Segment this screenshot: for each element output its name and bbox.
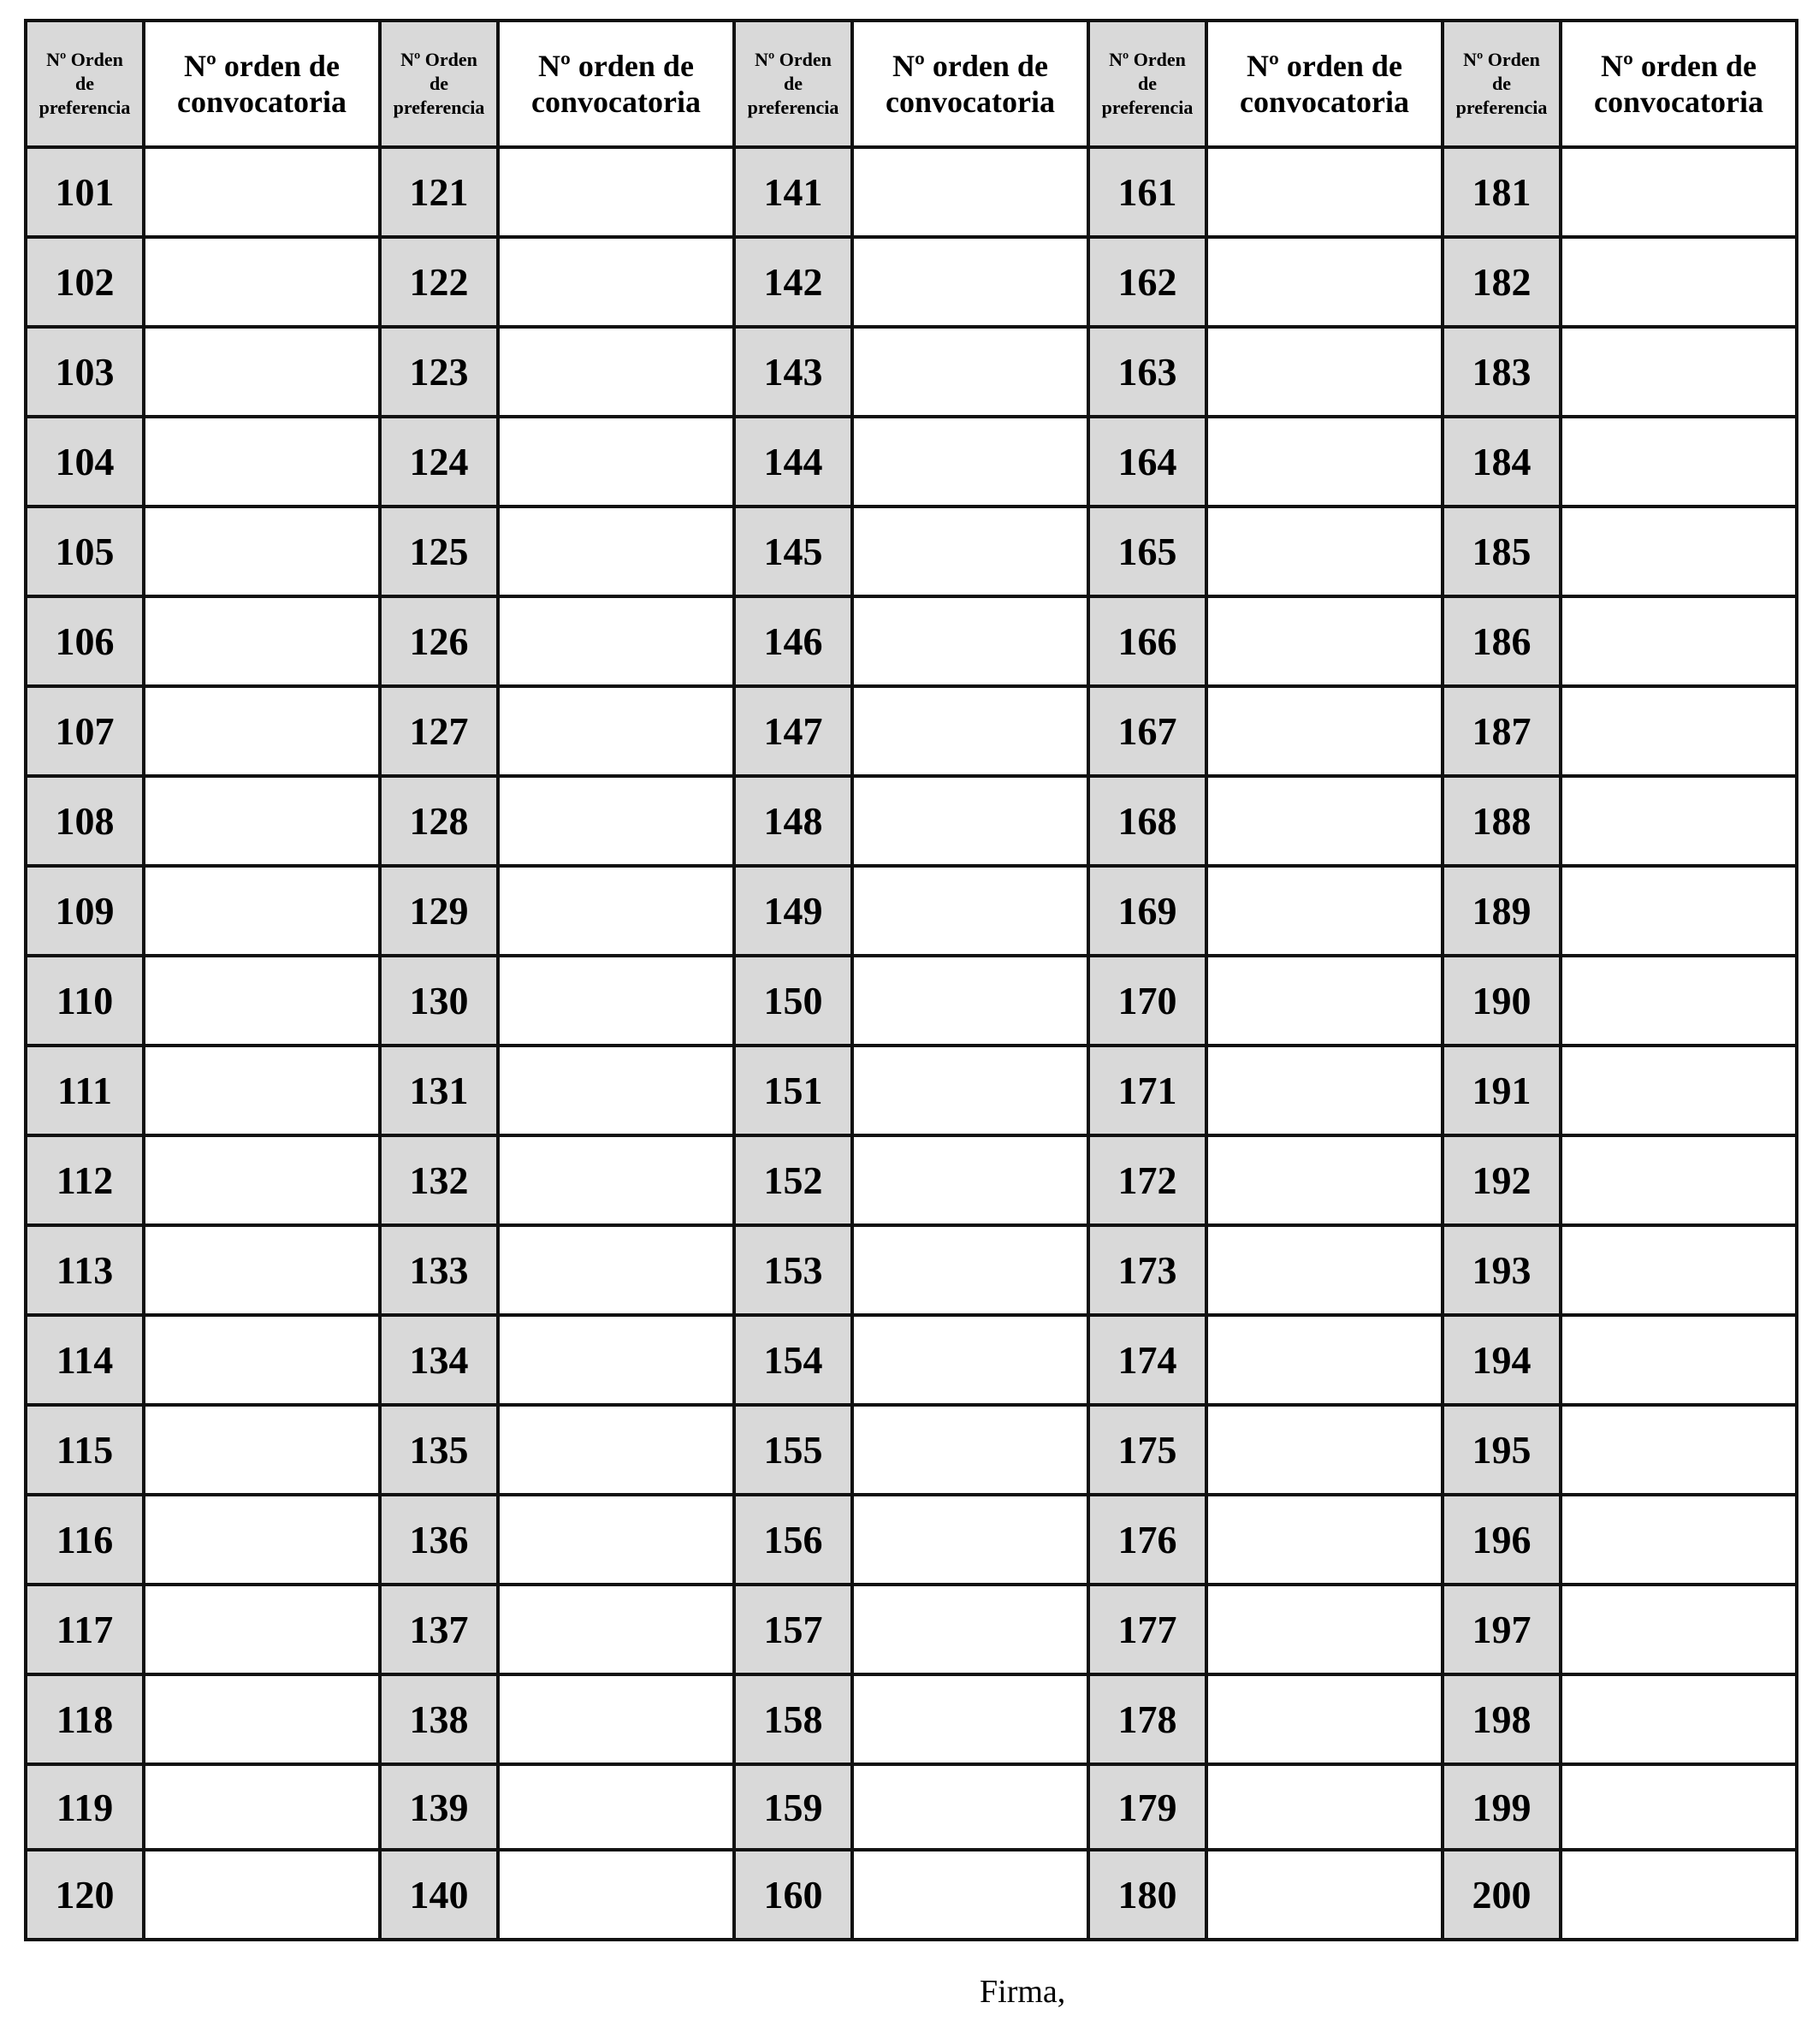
convocatoria-entry-cell[interactable] (852, 237, 1088, 327)
preference-number-cell: 101 (26, 147, 144, 237)
table-row (26, 1850, 1797, 1940)
preference-number-cell: 155 (734, 1405, 852, 1495)
header-preference-line: de (784, 73, 803, 94)
convocatoria-entry-cell[interactable] (144, 596, 380, 686)
table-row (26, 686, 1797, 776)
preference-number-cell: 143 (734, 327, 852, 417)
preference-number-cell: 169 (1088, 866, 1206, 956)
preference-number-cell: 148 (734, 776, 852, 866)
preference-number-cell: 179 (1088, 1764, 1206, 1850)
preference-number-cell: 132 (380, 1135, 498, 1225)
convocatoria-entry-cell[interactable] (1206, 147, 1443, 237)
table-row (26, 1495, 1797, 1585)
preference-number-cell: 161 (1088, 147, 1206, 237)
table-row (26, 1135, 1797, 1225)
convocatoria-entry-cell[interactable] (852, 1764, 1088, 1850)
preference-number-cell: 167 (1088, 686, 1206, 776)
convocatoria-entry-cell[interactable] (1561, 596, 1797, 686)
preference-number-cell: 113 (26, 1225, 144, 1315)
preference-number-cell: 124 (380, 417, 498, 507)
convocatoria-entry-cell[interactable] (1561, 1764, 1797, 1850)
preference-number-cell: 158 (734, 1674, 852, 1764)
convocatoria-entry-cell[interactable] (144, 686, 380, 776)
header-preference-line: de (1492, 73, 1511, 94)
preference-number-cell: 115 (26, 1405, 144, 1495)
preference-number-cell: 157 (734, 1585, 852, 1674)
preference-number-cell: 181 (1443, 147, 1561, 237)
preference-number-cell: 150 (734, 956, 852, 1046)
convocatoria-entry-cell[interactable] (852, 507, 1088, 596)
preference-number-cell: 145 (734, 507, 852, 596)
convocatoria-entry-cell[interactable] (852, 776, 1088, 866)
preference-number-cell: 125 (380, 507, 498, 596)
preference-number-cell: 106 (26, 596, 144, 686)
header-preference-line: Nº Orden (1109, 49, 1186, 70)
preference-number-cell: 191 (1443, 1046, 1561, 1135)
preference-number-cell: 190 (1443, 956, 1561, 1046)
table-row (26, 237, 1797, 327)
convocatoria-entry-cell[interactable] (498, 1135, 734, 1225)
convocatoria-entry-cell[interactable] (144, 507, 380, 596)
convocatoria-entry-cell[interactable] (1561, 1405, 1797, 1495)
convocatoria-entry-cell[interactable] (1561, 1135, 1797, 1225)
header-convocatoria-line: Nº orden de (892, 49, 1048, 83)
header-preference-line: preferencia (39, 97, 131, 118)
preference-number-cell: 133 (380, 1225, 498, 1315)
convocatoria-entry-cell[interactable] (498, 776, 734, 866)
header-convocatoria-order (1206, 21, 1443, 147)
convocatoria-entry-cell[interactable] (1561, 327, 1797, 417)
preference-number-cell: 184 (1443, 417, 1561, 507)
header-convocatoria-line: convocatoria (531, 85, 701, 119)
convocatoria-entry-cell[interactable] (144, 1495, 380, 1585)
convocatoria-entry-cell[interactable] (498, 1315, 734, 1405)
preference-number-cell: 165 (1088, 507, 1206, 596)
preference-number-cell: 153 (734, 1225, 852, 1315)
convocatoria-entry-cell[interactable] (144, 417, 380, 507)
preference-number-cell: 120 (26, 1850, 144, 1940)
table-row (26, 1405, 1797, 1495)
convocatoria-entry-cell[interactable] (1206, 1495, 1443, 1585)
header-convocatoria-line: Nº orden de (538, 49, 694, 83)
convocatoria-entry-cell[interactable] (1561, 1046, 1797, 1135)
convocatoria-entry-cell[interactable] (498, 1764, 734, 1850)
header-convocatoria-line: convocatoria (886, 85, 1055, 119)
preference-number-cell: 198 (1443, 1674, 1561, 1764)
preference-number-cell: 129 (380, 866, 498, 956)
convocatoria-entry-cell[interactable] (852, 1405, 1088, 1495)
preference-number-cell: 105 (26, 507, 144, 596)
convocatoria-entry-cell[interactable] (498, 327, 734, 417)
convocatoria-entry-cell[interactable] (1206, 686, 1443, 776)
convocatoria-entry-cell[interactable] (852, 417, 1088, 507)
convocatoria-entry-cell[interactable] (852, 686, 1088, 776)
preference-number-cell: 154 (734, 1315, 852, 1405)
convocatoria-entry-cell[interactable] (1206, 1046, 1443, 1135)
table-row (26, 1315, 1797, 1405)
table-row (26, 1225, 1797, 1315)
header-preference-line: Nº Orden (46, 49, 123, 70)
convocatoria-entry-cell[interactable] (1206, 507, 1443, 596)
convocatoria-entry-cell[interactable] (1561, 417, 1797, 507)
preference-number-cell: 171 (1088, 1046, 1206, 1135)
table-row (26, 776, 1797, 866)
convocatoria-entry-cell[interactable] (144, 1585, 380, 1674)
convocatoria-entry-cell[interactable] (144, 1315, 380, 1405)
convocatoria-entry-cell[interactable] (498, 1225, 734, 1315)
convocatoria-entry-cell[interactable] (1561, 1495, 1797, 1585)
convocatoria-entry-cell[interactable] (852, 1495, 1088, 1585)
preference-number-cell: 116 (26, 1495, 144, 1585)
convocatoria-entry-cell[interactable] (498, 1405, 734, 1495)
header-preference-order (1443, 21, 1561, 147)
convocatoria-entry-cell[interactable] (144, 1764, 380, 1850)
preference-number-cell: 122 (380, 237, 498, 327)
convocatoria-entry-cell[interactable] (144, 1674, 380, 1764)
header-convocatoria-line: convocatoria (1240, 85, 1409, 119)
table-row (26, 956, 1797, 1046)
convocatoria-entry-cell[interactable] (1561, 1850, 1797, 1940)
header-convocatoria-order (144, 21, 380, 147)
preference-number-cell: 194 (1443, 1315, 1561, 1405)
preference-number-cell: 151 (734, 1046, 852, 1135)
table-row (26, 327, 1797, 417)
convocatoria-entry-cell[interactable] (852, 1674, 1088, 1764)
header-convocatoria-line: Nº orden de (1247, 49, 1402, 83)
table-row (26, 147, 1797, 237)
convocatoria-entry-cell[interactable] (1206, 776, 1443, 866)
convocatoria-entry-cell[interactable] (498, 866, 734, 956)
convocatoria-entry-cell[interactable] (852, 866, 1088, 956)
convocatoria-entry-cell[interactable] (1206, 1674, 1443, 1764)
convocatoria-entry-cell[interactable] (1561, 866, 1797, 956)
preference-number-cell: 142 (734, 237, 852, 327)
convocatoria-entry-cell[interactable] (852, 1585, 1088, 1674)
header-preference-line: Nº Orden (1463, 49, 1540, 70)
preference-number-cell: 111 (26, 1046, 144, 1135)
preference-number-cell: 146 (734, 596, 852, 686)
preference-number-cell: 188 (1443, 776, 1561, 866)
header-preference-order (26, 21, 144, 147)
preference-number-cell: 197 (1443, 1585, 1561, 1674)
preference-number-cell: 172 (1088, 1135, 1206, 1225)
preference-number-cell: 196 (1443, 1495, 1561, 1585)
convocatoria-entry-cell[interactable] (498, 417, 734, 507)
preference-number-cell: 138 (380, 1674, 498, 1764)
convocatoria-entry-cell[interactable] (1561, 1315, 1797, 1405)
signature-label: Firma, (980, 1974, 1066, 2010)
header-preference-line: Nº Orden (400, 49, 477, 70)
convocatoria-entry-cell[interactable] (144, 866, 380, 956)
preference-number-cell: 137 (380, 1585, 498, 1674)
convocatoria-entry-cell[interactable] (144, 1046, 380, 1135)
convocatoria-entry-cell[interactable] (852, 956, 1088, 1046)
header-convocatoria-line: convocatoria (1594, 85, 1763, 119)
header-preference-order (1088, 21, 1206, 147)
preference-number-cell: 176 (1088, 1495, 1206, 1585)
table-row (26, 866, 1797, 956)
preference-number-cell: 128 (380, 776, 498, 866)
convocatoria-entry-cell[interactable] (1206, 417, 1443, 507)
preference-number-cell: 183 (1443, 327, 1561, 417)
preference-number-cell: 164 (1088, 417, 1206, 507)
table-row (26, 1674, 1797, 1764)
convocatoria-entry-cell[interactable] (498, 1495, 734, 1585)
convocatoria-entry-cell[interactable] (144, 956, 380, 1046)
preference-number-cell: 192 (1443, 1135, 1561, 1225)
header-preference-line: de (1138, 73, 1157, 94)
convocatoria-entry-cell[interactable] (498, 1674, 734, 1764)
preference-number-cell: 139 (380, 1764, 498, 1850)
convocatoria-entry-cell[interactable] (498, 956, 734, 1046)
preference-number-cell: 104 (26, 417, 144, 507)
preference-number-cell: 118 (26, 1674, 144, 1764)
table-row (26, 1585, 1797, 1674)
convocatoria-entry-cell[interactable] (852, 1225, 1088, 1315)
header-convocatoria-line: Nº orden de (1601, 49, 1757, 83)
convocatoria-entry-cell[interactable] (144, 1135, 380, 1225)
header-preference-line: de (430, 73, 448, 94)
convocatoria-entry-cell[interactable] (852, 1046, 1088, 1135)
table-row (26, 417, 1797, 507)
preference-number-cell: 134 (380, 1315, 498, 1405)
convocatoria-entry-cell[interactable] (1561, 956, 1797, 1046)
preference-number-cell: 170 (1088, 956, 1206, 1046)
convocatoria-entry-cell[interactable] (144, 1405, 380, 1495)
convocatoria-entry-cell[interactable] (1561, 1225, 1797, 1315)
convocatoria-entry-cell[interactable] (1206, 956, 1443, 1046)
header-preference-order (734, 21, 852, 147)
header-convocatoria-order (498, 21, 734, 147)
convocatoria-entry-cell[interactable] (1206, 1315, 1443, 1405)
preference-number-cell: 126 (380, 596, 498, 686)
preference-number-cell: 136 (380, 1495, 498, 1585)
preference-number-cell: 175 (1088, 1405, 1206, 1495)
convocatoria-entry-cell[interactable] (144, 327, 380, 417)
header-preference-line: preferencia (393, 97, 485, 118)
preference-number-cell: 135 (380, 1405, 498, 1495)
convocatoria-entry-cell[interactable] (498, 237, 734, 327)
preference-number-cell: 186 (1443, 596, 1561, 686)
convocatoria-entry-cell[interactable] (498, 1850, 734, 1940)
header-convocatoria-order (1561, 21, 1797, 147)
convocatoria-entry-cell[interactable] (1561, 147, 1797, 237)
table-row (26, 596, 1797, 686)
convocatoria-entry-cell[interactable] (144, 1850, 380, 1940)
preference-number-cell: 140 (380, 1850, 498, 1940)
convocatoria-entry-cell[interactable] (1206, 1405, 1443, 1495)
header-convocatoria-line: convocatoria (177, 85, 347, 119)
preference-number-cell: 130 (380, 956, 498, 1046)
convocatoria-entry-cell[interactable] (1561, 1674, 1797, 1764)
convocatoria-entry-cell[interactable] (144, 776, 380, 866)
preference-number-cell: 163 (1088, 327, 1206, 417)
convocatoria-entry-cell[interactable] (144, 237, 380, 327)
convocatoria-entry-cell[interactable] (1561, 1585, 1797, 1674)
preference-number-cell: 147 (734, 686, 852, 776)
preference-number-cell: 177 (1088, 1585, 1206, 1674)
preference-number-cell: 160 (734, 1850, 852, 1940)
convocatoria-entry-cell[interactable] (1561, 686, 1797, 776)
header-preference-line: preferencia (1455, 97, 1548, 118)
header-preference-line: de (75, 73, 94, 94)
convocatoria-entry-cell[interactable] (1206, 237, 1443, 327)
header-preference-line: preferencia (747, 97, 839, 118)
preference-number-cell: 200 (1443, 1850, 1561, 1940)
convocatoria-entry-cell[interactable] (498, 1046, 734, 1135)
preference-number-cell: 114 (26, 1315, 144, 1405)
preference-number-cell: 107 (26, 686, 144, 776)
convocatoria-entry-cell[interactable] (1561, 237, 1797, 327)
preference-table (24, 19, 1798, 1941)
preference-number-cell: 123 (380, 327, 498, 417)
convocatoria-entry-cell[interactable] (852, 596, 1088, 686)
convocatoria-entry-cell[interactable] (498, 686, 734, 776)
preference-number-cell: 119 (26, 1764, 144, 1850)
preference-number-cell: 185 (1443, 507, 1561, 596)
preference-number-cell: 144 (734, 417, 852, 507)
preference-number-cell: 141 (734, 147, 852, 237)
convocatoria-entry-cell[interactable] (498, 147, 734, 237)
convocatoria-entry-cell[interactable] (498, 1585, 734, 1674)
convocatoria-entry-cell[interactable] (1561, 776, 1797, 866)
preference-number-cell: 110 (26, 956, 144, 1046)
preference-number-cell: 168 (1088, 776, 1206, 866)
convocatoria-entry-cell[interactable] (1206, 1225, 1443, 1315)
preference-number-cell: 195 (1443, 1405, 1561, 1495)
convocatoria-entry-cell[interactable] (1206, 1764, 1443, 1850)
preference-number-cell: 189 (1443, 866, 1561, 956)
convocatoria-entry-cell[interactable] (144, 147, 380, 237)
table-row (26, 1764, 1797, 1850)
preference-number-cell: 112 (26, 1135, 144, 1225)
convocatoria-entry-cell[interactable] (1206, 596, 1443, 686)
preference-number-cell: 156 (734, 1495, 852, 1585)
table-row (26, 1046, 1797, 1135)
table-header-row (26, 21, 1797, 147)
preference-number-cell: 162 (1088, 237, 1206, 327)
preference-number-cell: 182 (1443, 237, 1561, 327)
preference-number-cell: 103 (26, 327, 144, 417)
preference-number-cell: 199 (1443, 1764, 1561, 1850)
preference-number-cell: 180 (1088, 1850, 1206, 1940)
convocatoria-entry-cell[interactable] (1561, 507, 1797, 596)
preference-number-cell: 102 (26, 237, 144, 327)
preference-number-cell: 159 (734, 1764, 852, 1850)
table-row (26, 507, 1797, 596)
convocatoria-entry-cell[interactable] (852, 147, 1088, 237)
header-preference-order (380, 21, 498, 147)
convocatoria-entry-cell[interactable] (1206, 327, 1443, 417)
convocatoria-entry-cell[interactable] (852, 1315, 1088, 1405)
preference-number-cell: 131 (380, 1046, 498, 1135)
header-convocatoria-line: Nº orden de (184, 49, 340, 83)
convocatoria-entry-cell[interactable] (852, 1850, 1088, 1940)
header-convocatoria-order (852, 21, 1088, 147)
preference-number-cell: 108 (26, 776, 144, 866)
preference-number-cell: 117 (26, 1585, 144, 1674)
preference-number-cell: 152 (734, 1135, 852, 1225)
preference-number-cell: 121 (380, 147, 498, 237)
header-preference-line: preferencia (1101, 97, 1194, 118)
convocatoria-entry-cell[interactable] (498, 596, 734, 686)
preference-number-cell: 166 (1088, 596, 1206, 686)
convocatoria-entry-cell[interactable] (852, 1135, 1088, 1225)
header-preference-line: Nº Orden (755, 49, 832, 70)
preference-number-cell: 187 (1443, 686, 1561, 776)
preference-number-cell: 149 (734, 866, 852, 956)
preference-number-cell: 174 (1088, 1315, 1206, 1405)
convocatoria-entry-cell[interactable] (1206, 866, 1443, 956)
convocatoria-entry-cell[interactable] (852, 327, 1088, 417)
preference-number-cell: 127 (380, 686, 498, 776)
convocatoria-entry-cell[interactable] (1206, 1585, 1443, 1674)
convocatoria-entry-cell[interactable] (144, 1225, 380, 1315)
preference-number-cell: 109 (26, 866, 144, 956)
convocatoria-entry-cell[interactable] (1206, 1135, 1443, 1225)
preference-number-cell: 178 (1088, 1674, 1206, 1764)
preference-number-cell: 193 (1443, 1225, 1561, 1315)
convocatoria-entry-cell[interactable] (1206, 1850, 1443, 1940)
preference-number-cell: 173 (1088, 1225, 1206, 1315)
convocatoria-entry-cell[interactable] (498, 507, 734, 596)
